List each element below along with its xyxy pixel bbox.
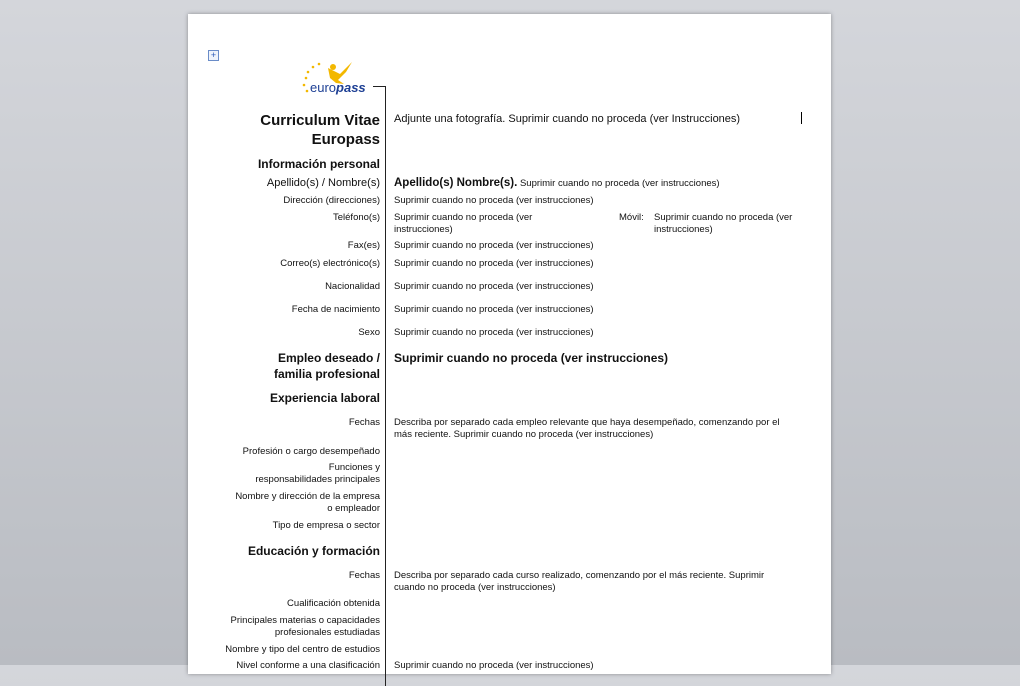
mobile-label: Móvil: (619, 212, 644, 223)
edu-level-label: Nivel conforme a una clasificación (236, 660, 380, 671)
name-rest: Suprimir cuando no proceda (ver instrucciones) (519, 178, 720, 189)
cv-title (260, 111, 380, 149)
name-value[interactable] (394, 177, 784, 190)
edu-qualification-label: Cualificación obtenida (287, 598, 380, 609)
nationality-label: Nacionalidad (325, 281, 380, 292)
photo-note[interactable]: Adjunte una fotografía. Suprimir cuando no proceda (ver Instrucciones) (394, 113, 741, 125)
column-divider (385, 86, 386, 686)
name-label: Apellido(s) / Nombre(s) (266, 177, 380, 189)
edu-subjects-label: Principales materias o capacidades profesionales estudiadas (230, 615, 380, 638)
text-cursor (801, 112, 802, 124)
edu-level-value[interactable]: Suprimir cuando no proceda (ver instrucciones) (394, 660, 594, 671)
edu-institution-label: Nombre y tipo del centro de estudios (225, 644, 380, 655)
work-sector-label: Tipo de empresa o sector (272, 520, 380, 531)
work-employer-label: Nombre y dirección de la empresa o empleador (235, 491, 380, 514)
title-line: Europass (311, 131, 380, 148)
work-dates-label: Fechas (348, 417, 380, 428)
section-personal: Información personal (257, 157, 380, 171)
svg-text:europass: europass (310, 80, 366, 95)
document-page[interactable] (188, 14, 831, 674)
europass-logo (300, 58, 380, 102)
section-work: Experiencia laboral (269, 391, 380, 405)
birth-value[interactable]: Suprimir cuando no proceda (ver instrucciones) (394, 304, 594, 315)
edu-dates-value[interactable]: Describa por separado cada curso realizado, comenzando por el más reciente. Suprimir cuando no proceda (ver instrucciones) (394, 570, 765, 593)
sex-label: Sexo (358, 327, 380, 338)
fax-label: Fax(es) (347, 240, 380, 251)
address-label: Dirección (direcciones) (283, 195, 380, 206)
email-value[interactable]: Suprimir cuando no proceda (ver instrucciones) (394, 258, 594, 269)
fax-value[interactable]: Suprimir cuando no proceda (ver instrucciones) (394, 240, 594, 251)
phone-value[interactable]: Suprimir cuando no proceda (ver instrucciones) (394, 212, 533, 235)
work-duties-label: Funciones y responsabilidades principales (255, 462, 380, 485)
birth-label: Fecha de nacimiento (291, 304, 380, 315)
nationality-value[interactable]: Suprimir cuando no proceda (ver instrucciones) (394, 281, 594, 292)
name-bold: Apellido(s) Nombre(s). (394, 177, 518, 189)
table-move-handle-icon[interactable]: + (208, 50, 219, 61)
mobile-value[interactable]: Suprimir cuando no proceda (ver instrucciones) (654, 212, 793, 235)
work-dates-value[interactable]: Describa por separado cada empleo relevante que haya desempeñado, comenzando por el más reciente. Suprimir cuando no proceda (ver instrucciones) (394, 417, 780, 440)
phone-label: Teléfono(s) (333, 212, 380, 223)
email-label: Correo(s) electrónico(s) (280, 258, 380, 269)
desired-job-value[interactable]: Suprimir cuando no proceda (ver instrucciones) (394, 351, 669, 365)
sex-value[interactable]: Suprimir cuando no proceda (ver instrucciones) (394, 327, 594, 338)
section-desired-job: Empleo deseado / familia profesional (273, 351, 380, 381)
address-value[interactable]: Suprimir cuando no proceda (ver instrucciones) (394, 195, 594, 206)
section-education: Educación y formación (247, 544, 380, 558)
title-line: Curriculum Vitae (260, 112, 380, 129)
edu-dates-label: Fechas (348, 570, 380, 581)
work-position-label: Profesión o cargo desempeñado (242, 446, 380, 457)
